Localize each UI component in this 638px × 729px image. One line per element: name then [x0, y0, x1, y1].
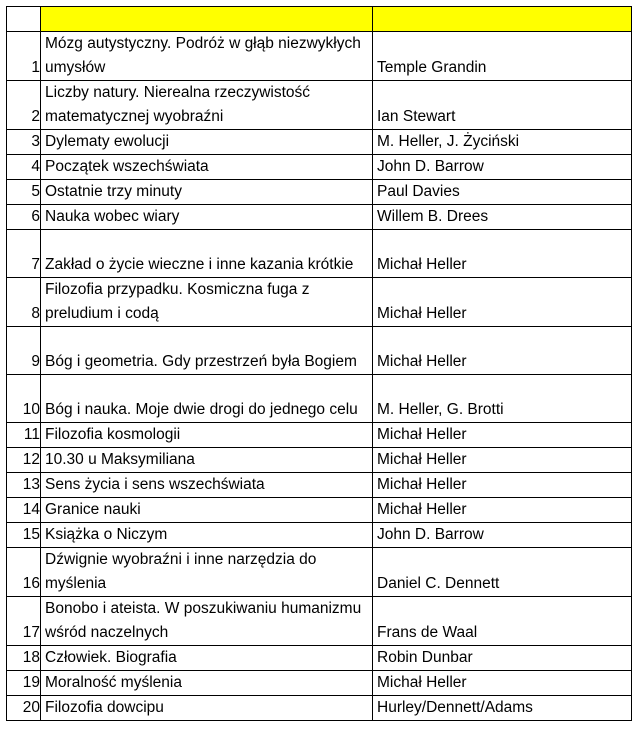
author-cell[interactable]: Michał Heller — [373, 327, 632, 375]
row-number-cell[interactable]: 5 — [7, 180, 41, 205]
table-row — [7, 671, 632, 696]
table-row — [7, 375, 632, 423]
row-number-cell[interactable]: 13 — [7, 473, 41, 498]
book-title-cell[interactable]: Bóg i nauka. Moje dwie drogi do jednego celu — [41, 375, 373, 423]
row-number-cell[interactable]: 20 — [7, 696, 41, 721]
row-number-cell[interactable]: 15 — [7, 523, 41, 548]
book-title-cell[interactable]: Mózg autystyczny. Podróż w głąb niezwykłych umysłów — [41, 32, 373, 81]
row-number-cell[interactable]: 7 — [7, 230, 41, 278]
table-row — [7, 423, 632, 448]
row-number-cell[interactable]: 11 — [7, 423, 41, 448]
book-title-cell[interactable]: Liczby natury. Nierealna rzeczywistość matematycznej wyobraźni — [41, 81, 373, 130]
author-cell[interactable]: Michał Heller — [373, 498, 632, 523]
author-cell[interactable]: John D. Barrow — [373, 155, 632, 180]
author-cell[interactable]: Michał Heller — [373, 278, 632, 327]
book-table — [6, 6, 632, 721]
row-number-cell[interactable]: 12 — [7, 448, 41, 473]
author-cell[interactable]: M. Heller, J. Życiński — [373, 130, 632, 155]
author-cell[interactable]: M. Heller, G. Brotti — [373, 375, 632, 423]
book-title-cell[interactable]: Dylematy ewolucji — [41, 130, 373, 155]
table-row — [7, 327, 632, 375]
book-title-cell[interactable]: Bonobo i ateista. W poszukiwaniu humanizmu wśród naczelnych — [41, 597, 373, 646]
table-row — [7, 278, 632, 327]
book-title-cell[interactable]: Nauka wobec wiary — [41, 205, 373, 230]
header-cell-num[interactable] — [7, 7, 41, 32]
row-number-cell[interactable]: 4 — [7, 155, 41, 180]
row-number-cell[interactable]: 16 — [7, 548, 41, 597]
book-title-cell[interactable]: Filozofia dowcipu — [41, 696, 373, 721]
row-number-cell[interactable]: 18 — [7, 646, 41, 671]
row-number-cell[interactable]: 8 — [7, 278, 41, 327]
author-cell[interactable]: Paul Davies — [373, 180, 632, 205]
author-cell[interactable]: Daniel C. Dennett — [373, 548, 632, 597]
row-number-cell[interactable]: 2 — [7, 81, 41, 130]
author-cell[interactable]: Willem B. Drees — [373, 205, 632, 230]
table-row — [7, 646, 632, 671]
book-title-cell[interactable]: Dźwignie wyobraźni i inne narzędzia do myślenia — [41, 548, 373, 597]
table-row — [7, 696, 632, 721]
author-cell[interactable]: Robin Dunbar — [373, 646, 632, 671]
author-cell[interactable]: Michał Heller — [373, 448, 632, 473]
table-row — [7, 180, 632, 205]
author-cell[interactable]: Michał Heller — [373, 423, 632, 448]
table-row — [7, 448, 632, 473]
book-title-cell[interactable]: Filozofia przypadku. Kosmiczna fuga z preludium i codą — [41, 278, 373, 327]
table-row — [7, 548, 632, 597]
header-cell-title[interactable] — [41, 7, 373, 32]
row-number-cell[interactable]: 10 — [7, 375, 41, 423]
row-number-cell[interactable]: 9 — [7, 327, 41, 375]
table-row — [7, 597, 632, 646]
author-cell[interactable]: John D. Barrow — [373, 523, 632, 548]
author-cell[interactable]: Ian Stewart — [373, 81, 632, 130]
book-title-cell[interactable]: Filozofia kosmologii — [41, 423, 373, 448]
book-title-cell[interactable]: Moralność myślenia — [41, 671, 373, 696]
book-title-cell[interactable]: 10.30 u Maksymiliana — [41, 448, 373, 473]
book-title-cell[interactable]: Granice nauki — [41, 498, 373, 523]
row-number-cell[interactable]: 17 — [7, 597, 41, 646]
table-row — [7, 32, 632, 81]
row-number-cell[interactable]: 6 — [7, 205, 41, 230]
header-row — [7, 7, 632, 32]
book-title-cell[interactable]: Ostatnie trzy minuty — [41, 180, 373, 205]
table-row — [7, 81, 632, 130]
table-row — [7, 230, 632, 278]
row-number-cell[interactable]: 14 — [7, 498, 41, 523]
row-number-cell[interactable]: 19 — [7, 671, 41, 696]
author-cell[interactable]: Michał Heller — [373, 671, 632, 696]
header-cell-author[interactable] — [373, 7, 632, 32]
author-cell[interactable]: Temple Grandin — [373, 32, 632, 81]
table-row — [7, 130, 632, 155]
table-row — [7, 523, 632, 548]
table-row — [7, 205, 632, 230]
row-number-cell[interactable]: 3 — [7, 130, 41, 155]
author-cell[interactable]: Michał Heller — [373, 230, 632, 278]
book-title-cell[interactable]: Bóg i geometria. Gdy przestrzeń była Bogiem — [41, 327, 373, 375]
book-title-cell[interactable]: Zakład o życie wieczne i inne kazania krótkie — [41, 230, 373, 278]
author-cell[interactable]: Frans de Waal — [373, 597, 632, 646]
book-title-cell[interactable]: Człowiek. Biografia — [41, 646, 373, 671]
table-row — [7, 498, 632, 523]
book-title-cell[interactable]: Początek wszechświata — [41, 155, 373, 180]
author-cell[interactable]: Michał Heller — [373, 473, 632, 498]
table-row — [7, 155, 632, 180]
author-cell[interactable]: Hurley/Dennett/Adams — [373, 696, 632, 721]
book-title-cell[interactable]: Książka o Niczym — [41, 523, 373, 548]
book-title-cell[interactable]: Sens życia i sens wszechświata — [41, 473, 373, 498]
table-row — [7, 473, 632, 498]
row-number-cell[interactable]: 1 — [7, 32, 41, 81]
book-table-body — [7, 7, 632, 721]
